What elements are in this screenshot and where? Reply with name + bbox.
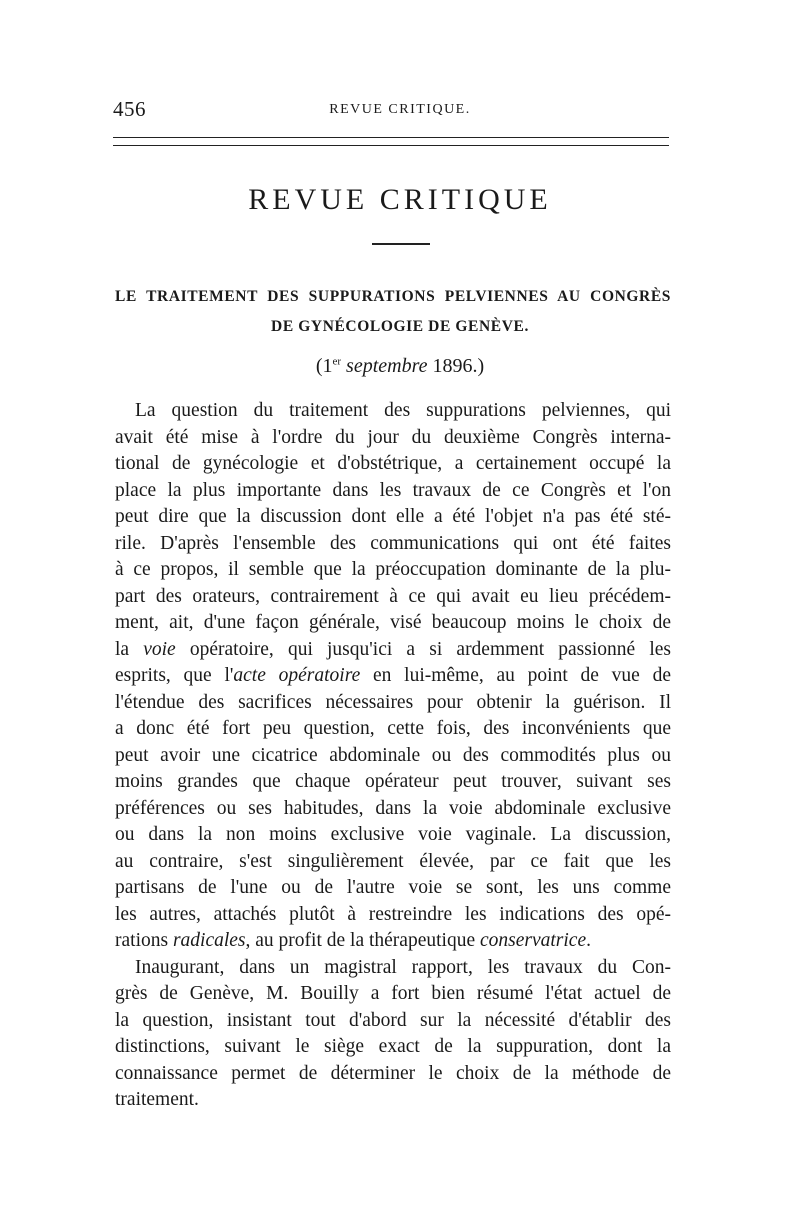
text-segment: la question, insistant tout d'abord sur la nécessité d'établir des	[115, 1009, 671, 1031]
text-segment: les autres, attachés plutôt à restreindre les indications des opé-	[115, 903, 671, 925]
text-segment: Inaugurant, dans un magistral rapport, les travaux du Con-	[135, 956, 671, 978]
text-segment: au contraire, s'est singulièrement élevée, par ce fait que les	[115, 850, 671, 872]
text-line	[115, 690, 671, 717]
text-line	[115, 1008, 671, 1035]
header-rule-top	[113, 137, 669, 138]
text-segment: rile. D'après l'ensemble des communications qui ont été faites	[115, 532, 671, 554]
text-line	[115, 584, 671, 611]
italic-text: acte opératoire	[233, 665, 361, 686]
text-line	[115, 451, 671, 478]
text-segment: rations	[115, 930, 173, 951]
text-line	[115, 769, 671, 796]
text-line	[115, 637, 671, 664]
text-line	[115, 981, 671, 1008]
text-segment: esprits, que l'	[115, 665, 234, 686]
text-line	[115, 610, 671, 637]
article-title: REVUE CRITIQUE	[248, 183, 552, 216]
text-line	[115, 425, 671, 452]
text-segment: moins grandes que chaque opérateur peut trouver, suivant ses	[115, 771, 671, 792]
text-line	[115, 928, 671, 955]
paragraph	[115, 398, 671, 955]
text-line	[115, 796, 671, 823]
text-line	[115, 1061, 671, 1088]
date-open: (1	[315, 355, 333, 377]
text-line	[115, 1087, 671, 1114]
text-segment: peut avoir une cicatrice abdominale ou des commodités plus ou	[115, 744, 671, 766]
text-segment: distinctions, suivant le siège exact de la suppuration, dont la	[115, 1036, 671, 1057]
body-text	[115, 398, 671, 1114]
text-line	[115, 398, 671, 425]
text-line	[115, 557, 671, 584]
text-segment: part des orateurs, contrairement à ce qui avait eu lieu précédem-	[115, 585, 671, 607]
text-line	[115, 663, 671, 690]
italic-text: conservatrice	[479, 930, 587, 951]
text-segment: a donc été fort peu question, cette fois, des inconvénients que	[115, 718, 671, 739]
text-line	[115, 822, 671, 849]
text-segment: , au profit de la thérapeutique	[245, 930, 480, 951]
text-segment: La question du traitement des suppurations pelviennes, qui	[135, 400, 671, 421]
text-segment: traitement.	[115, 1089, 199, 1110]
text-segment: grès de Genève, M. Bouilly a fort bien résumé l'état actuel de	[115, 983, 671, 1004]
paragraph	[115, 955, 671, 1114]
text-segment: tional de gynécologie et d'obstétrique, a certainement occupé la	[115, 453, 671, 474]
date-ordinal: er	[332, 355, 342, 368]
running-head: REVUE CRITIQUE.	[329, 102, 471, 117]
title-divider	[372, 243, 430, 245]
date-line	[0, 355, 800, 378]
text-line	[115, 875, 671, 902]
text-segment: .	[586, 930, 591, 951]
text-segment: à ce propos, il semble que la préoccupation dominante de la plu-	[115, 559, 671, 580]
text-segment: avait été mise à l'ordre du jour du deuxième Congrès interna-	[115, 426, 671, 448]
text-segment: opératoire, qui jusqu'ici a si ardemment passionné les	[175, 638, 671, 660]
text-line	[115, 1034, 671, 1061]
subtitle-line-1: LE TRAITEMENT DES SUPPURATIONS PELVIENNES AU CONGRÈS	[115, 288, 671, 305]
text-segment: ou dans la non moins exclusive voie vaginale. La discussion,	[115, 824, 671, 845]
italic-text: voie	[143, 638, 176, 660]
text-segment: l'étendue des sacrifices nécessaires pour obtenir la guérison. Il	[115, 691, 671, 713]
subtitle-line-2: DE GYNÉCOLOGIE DE GENÈVE.	[271, 318, 529, 335]
header-rule-bottom	[113, 145, 669, 146]
text-segment: ment, ait, d'une façon générale, visé beaucoup moins le choix de	[115, 612, 671, 633]
text-segment: peut dire que la discussion dont elle a été l'objet n'a pas été sté-	[115, 506, 671, 527]
date-month: septembre	[341, 355, 428, 377]
text-segment: préférences ou ses habitudes, dans la voie abdominale exclusive	[115, 797, 671, 819]
text-line	[115, 902, 671, 929]
text-segment: la	[115, 638, 144, 660]
text-line	[115, 955, 671, 982]
text-line	[115, 849, 671, 876]
page-number: 456	[113, 97, 146, 121]
text-line	[115, 743, 671, 770]
text-line	[115, 716, 671, 743]
text-line	[115, 504, 671, 531]
text-segment: place la plus importante dans les travaux de ce Congrès et l'on	[115, 479, 671, 501]
text-line	[115, 531, 671, 558]
date-year: 1896.)	[427, 355, 485, 377]
text-line	[115, 478, 671, 505]
text-segment: partisans de l'une ou de l'autre voie se sont, les uns comme	[115, 877, 671, 898]
text-segment: connaissance permet de déterminer le choix de la méthode de	[115, 1062, 671, 1084]
italic-text: radicales	[172, 930, 246, 951]
text-segment: en lui-même, au point de vue de	[360, 665, 671, 686]
